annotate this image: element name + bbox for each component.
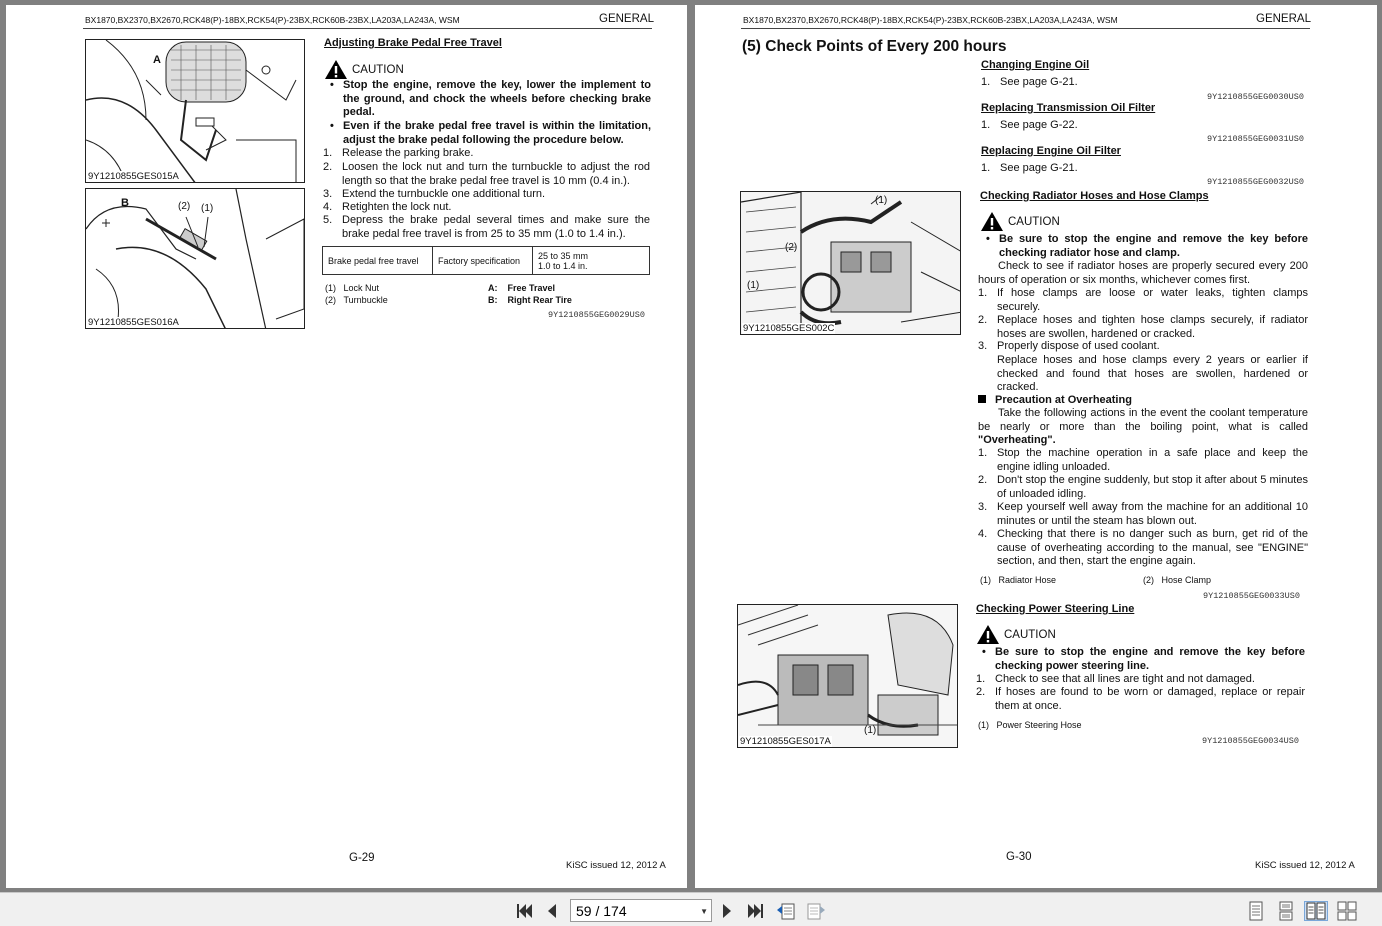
figure-label-1: (1) [864, 725, 877, 736]
header-section: GENERAL [599, 13, 654, 25]
single-page-view-button[interactable] [1246, 901, 1266, 921]
procedure-step: 1. See page G-21. [981, 162, 1078, 174]
procedure-step: 1. If hose clamps are loose or water leaks, tighten clamps securely. [978, 287, 1308, 313]
figure-label-b: B [121, 197, 129, 209]
turnbuckle-illustration [86, 189, 305, 329]
first-page-button[interactable] [514, 901, 534, 921]
procedure-step: 1. Release the parking brake. [323, 147, 474, 159]
procedure-step: 2. If hoses are found to be worn or damaged, replace or repair them at once. [976, 686, 1305, 712]
legend-item: B: Right Rear Tire [488, 295, 572, 305]
caution-banner [976, 624, 1056, 645]
section-heading: Replacing Transmission Oil Filter [981, 102, 1156, 114]
header-section: GENERAL [1256, 13, 1311, 25]
spec-item: Brake pedal free travel [323, 247, 433, 275]
procedure-step: 3. Extend the turnbuckle one additional turn. [323, 188, 546, 200]
legend-item: (1) Radiator Hose [980, 575, 1057, 585]
caution-bullet: • Even if the brake pedal free travel is within the limitation, adjust the brake pedal following the procedure below. [343, 120, 651, 147]
legend-item: (1) Lock Nut [325, 283, 380, 293]
warning-triangle-icon [324, 59, 348, 80]
caution-banner [324, 59, 404, 80]
procedure-step: 1. See page G-22. [981, 119, 1078, 131]
figure-turnbuckle [85, 188, 305, 329]
spec-table [322, 246, 650, 275]
last-page-icon [747, 902, 765, 920]
caution-label: CAUTION [1004, 628, 1056, 641]
precaution-heading: Precaution at Overheating [978, 394, 1132, 406]
figure-caption: 9Y1210855GES015A [88, 171, 179, 182]
page-g30 [695, 5, 1377, 888]
document-code: 9Y1210855GEG0034US0 [1202, 736, 1299, 746]
header-models: BX1870,BX2370,BX2670,RCK48(P)-18BX,RCK54(P)-23BX,RCK60B-23BX,LA203A,LA243A, WSM [743, 15, 1118, 25]
previous-page-icon [543, 902, 561, 920]
next-page-icon [718, 902, 736, 920]
previous-view-button[interactable] [776, 901, 796, 921]
page-g29 [6, 5, 687, 888]
page-number: G-30 [1006, 851, 1032, 863]
last-page-button[interactable] [746, 901, 766, 921]
figure-radiator-hoses [740, 191, 961, 335]
document-code: 9Y1210855GEG0030US0 [1207, 92, 1304, 102]
procedure-step: 2. Don't stop the engine suddenly, but stop it after about 5 minutes of unloaded idling. [978, 474, 1308, 500]
note-paragraph: Replace hoses and hose clamps every 2 years or earlier if checked and found that hoses are swollen, hardened or cracked. [997, 354, 1308, 393]
procedure-step: 4. Retighten the lock nut. [323, 201, 452, 213]
square-bullet-icon [978, 395, 986, 403]
facing-pages-view-button[interactable] [1304, 901, 1328, 921]
caution-bullet: • Be sure to stop the engine and remove the key before checking power steering line. [995, 646, 1305, 673]
section-heading: Changing Engine Oil [981, 59, 1090, 71]
issue-note: KiSC issued 12, 2012 A [1255, 860, 1355, 871]
warning-triangle-icon [976, 624, 1000, 645]
continuous-page-icon [1277, 901, 1295, 921]
intro-paragraph: Check to see if radiator hoses are properly secured every 200 hours of operation or six months, whichever comes first. [978, 260, 1308, 286]
legend-item: (1) Power Steering Hose [978, 720, 1082, 730]
page-title: (5) Check Points of Every 200 hours [742, 38, 1007, 55]
brake-pedal-illustration [86, 40, 305, 183]
facing-pages-icon [1306, 902, 1326, 920]
continuous-facing-icon [1337, 901, 1357, 921]
next-page-button[interactable] [717, 901, 737, 921]
precaution-paragraph: Take the following actions in the event the coolant temperature be nearly or more than the boiling point, what is called "Overheating". [978, 407, 1308, 446]
figure-label-1: (1) [875, 195, 888, 206]
procedure-step: 3. Keep yourself well away from the machine for an additional 10 minutes or until the steam has blown out. [978, 501, 1308, 527]
caution-label: CAUTION [1008, 215, 1060, 228]
section-heading: Adjusting Brake Pedal Free Travel [324, 37, 502, 49]
figure-brake-pedal-top [85, 39, 305, 183]
engine-illustration [738, 605, 958, 748]
continuous-facing-view-button[interactable] [1337, 901, 1357, 921]
warning-triangle-icon [980, 211, 1004, 232]
navigation-toolbar [0, 892, 1382, 926]
procedure-step: 4. Checking that there is no danger such as burn, get rid of the cause of overheating according to the manual, see "ENGINE" section, and then, start the engine again. [978, 528, 1308, 567]
continuous-view-button[interactable] [1276, 901, 1296, 921]
procedure-step: 5. Depress the brake pedal several times and make sure the brake pedal free travel is from 25 to 35 mm (1.0 to 1.4 in.). [323, 214, 650, 240]
document-code: 9Y1210855GEG0032US0 [1207, 177, 1304, 187]
header-models: BX1870,BX2370,BX2670,RCK48(P)-18BX,RCK54(P)-23BX,RCK60B-23BX,LA203A,LA243A, WSM [85, 15, 460, 25]
figure-caption: 9Y1210855GES002C [743, 323, 835, 334]
caution-bullet: • Stop the engine, remove the key, lower the implement to the ground, and chock the wheels before checking brake pedal. [343, 79, 651, 120]
figure-caption: 9Y1210855GES016A [88, 317, 179, 328]
radiator-illustration [741, 192, 961, 335]
legend-item: (2) Hose Clamp [1143, 575, 1212, 585]
spec-type: Factory specification [433, 247, 533, 275]
page-number: G-29 [349, 852, 375, 864]
procedure-step: 1. Stop the machine operation in a safe place and keep the engine idling unloaded. [978, 447, 1308, 473]
figure-label-2: (2) [785, 242, 798, 253]
current-page: 59 [576, 902, 592, 919]
figure-label-1: (1) [747, 280, 760, 291]
previous-page-button[interactable] [542, 901, 562, 921]
section-heading: Checking Radiator Hoses and Hose Clamps [980, 190, 1209, 202]
total-pages: 174 [603, 902, 627, 919]
procedure-step: 2. Loosen the lock nut and turn the turnbuckle to adjust the rod length so that the brake pedal free travel is 10 mm (0.4 in.). [323, 161, 650, 187]
section-heading: Replacing Engine Oil Filter [981, 145, 1121, 157]
header-rule [83, 28, 652, 29]
page-number-input[interactable]: 59 / 174 ▼ [570, 899, 712, 922]
document-code: 9Y1210855GEG0029US0 [548, 310, 645, 320]
spec-value: 25 to 35 mm 1.0 to 1.4 in. [533, 247, 650, 275]
section-heading: Checking Power Steering Line [976, 603, 1135, 615]
document-code: 9Y1210855GEG0033US0 [1203, 591, 1300, 601]
legend-item: A: Free Travel [488, 283, 556, 293]
legend-item: (2) Turnbuckle [325, 295, 388, 305]
next-view-button[interactable] [806, 901, 826, 921]
procedure-step: 1. Check to see that all lines are tight and not damaged. [976, 673, 1255, 685]
caution-label: CAUTION [352, 63, 404, 76]
figure-caption: 9Y1210855GES017A [740, 736, 831, 747]
figure-label-2: (2) [178, 201, 191, 212]
document-code: 9Y1210855GEG0031US0 [1207, 134, 1304, 144]
procedure-step: 1. See page G-21. [981, 76, 1078, 88]
figure-label-a: A [153, 54, 161, 66]
caution-bullet: • Be sure to stop the engine and remove the key before checking radiator hose and clamp. [999, 233, 1308, 260]
caution-banner [980, 211, 1060, 232]
single-page-icon [1247, 901, 1265, 921]
figure-label-1: (1) [201, 203, 214, 214]
first-page-icon [515, 902, 533, 920]
procedure-step: 2. Replace hoses and tighten hose clamps securely, if radiator hoses are swollen, hardened or cracked. [978, 314, 1308, 340]
next-view-icon [806, 901, 826, 921]
dropdown-arrow-icon[interactable]: ▼ [700, 907, 708, 916]
figure-power-steering [737, 604, 958, 748]
issue-note: KiSC issued 12, 2012 A [566, 860, 666, 871]
header-rule [741, 28, 1310, 29]
previous-view-icon [776, 901, 796, 921]
procedure-step: 3. Properly dispose of used coolant. [978, 340, 1160, 352]
